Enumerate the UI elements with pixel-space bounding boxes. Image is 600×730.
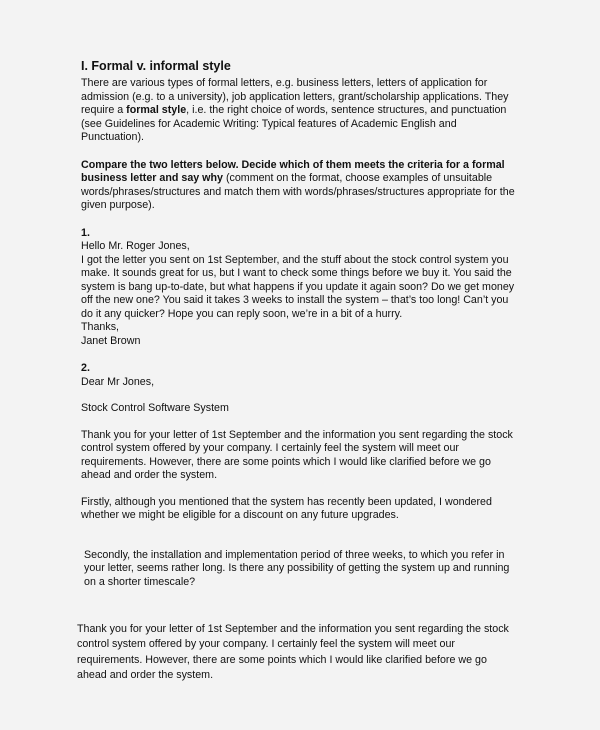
letter2-para2: Firstly, although you mentioned that the system has recently been updated, I wondered whether we might be eligible for a discount on any future upgrades. (81, 495, 492, 521)
intro-bold: formal style (126, 104, 187, 116)
section-heading: I. Formal v. informal style (81, 59, 231, 73)
letter1-greeting: Hello Mr. Roger Jones, (81, 240, 190, 252)
letter2-number: 2. (81, 362, 90, 374)
intro-paragraph (81, 77, 521, 145)
letter1-number: 1. (81, 226, 90, 239)
task-bold: Compare the two letters below. Decide which of them meets the criteria for a formal business letter and say why (81, 158, 505, 184)
task-rest: (comment on the format, choose examples of unsuitable words/phrases/structures and match them with words/phrases/structures appropriate for the given purpose). (81, 172, 515, 211)
letter1-body: I got the letter you sent on 1st September, and the stuff about the stock control system you make. It sounds great for us, but I want to check some things before we buy it. You said the system is bang up-to-date, but what happens if you update it again soon? Do we get money off the new one? You said it takes 3 weeks to install the system – that’s too long! Can’t you do it any quicker? Hope you can reply soon, we’re in a bit of a hurry. (81, 253, 515, 320)
letter2-para4: Thank you for your letter of 1st September and the information you sent regarding the stock control system offered by your company. I certainly feel the system will meet our requirements. However, there are some points which I would like clarified before we go ahead and order the system. (77, 623, 509, 681)
task-paragraph (81, 159, 521, 213)
intro-text-b: , i.e. the right choice of words, sentence structures, and punctuation (see Guidelines for Academic Writing: Typical features of Academic English and Punctuation). (81, 104, 507, 143)
letter2-greeting: Dear Mr Jones, (81, 375, 155, 388)
letter1-signature: Janet Brown (81, 334, 141, 347)
letter2-subject: Stock Control Software System (81, 402, 229, 414)
intro-text-a: There are various types of formal letters, e.g. business letters, letters of application for admission (e.g. to a university), job application letters, grant/scholarship applications. They require a (81, 77, 509, 116)
letter1-closing: Thanks, (81, 321, 120, 333)
letter2-para1: Thank you for your letter of 1st September and the information you sent regarding the stock control system offered by your company. I certainly feel the system will meet our requirements. However, there are some points which I would like clarified before we go ahead and order the system. (81, 428, 513, 481)
letter2-para3: Secondly, the installation and implementation period of three weeks, to which you refer in your letter, seems rather long. Is there any possibility of getting the system up and running on a shorter timescale? (84, 548, 510, 588)
document-body (81, 58, 521, 589)
